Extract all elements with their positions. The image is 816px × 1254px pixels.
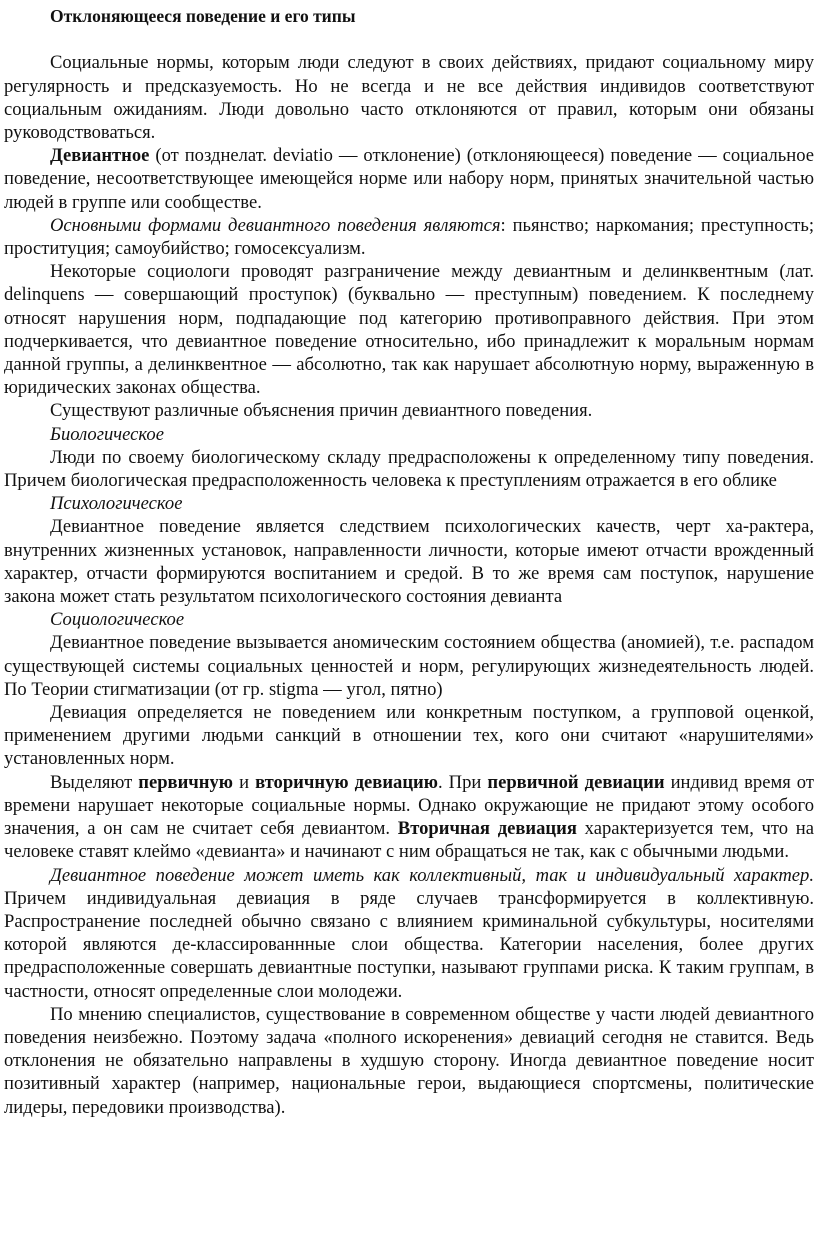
text-run: Психологическое [50, 493, 183, 515]
text-run: Существуют различные объяснения причин девиантного поведения. [50, 400, 593, 422]
paragraph [4, 144, 814, 214]
text-run: Люди по своему биологическому складу предрасположены к определенному типу поведения. Причем биологическая предрасположенность человека к преступлениям отражается в его облике [4, 446, 814, 492]
italic-phrase: Девиантное поведение может иметь как коллективный, так и индивидуальный характер. [50, 864, 814, 886]
text-run: Некоторые социологи проводят разграничение между девиантным и делинквентным (лат. delinquens — совершающий проступок) (буквально — преступным) поведением. К последнему относят нарушения норм, подпадающие под категорию противоправного действия. При этом подчеркивается, что девиантное поведение относительно, ибо принадлежит к моральным нормам данной группы, а делинквентное — абсолютно, так как нарушает абсолютную норму, выраженную в юридических законах общества. [4, 261, 814, 399]
text-run: По мнению специалистов, существование в современном обществе у части людей девиантного поведения неизбежно. Поэтому задача «полного искоренения» девиаций сегодня не ставится. Ведь отклонения не обязательно направлены в худшую сторону. Иногда девиантное поведение носит позитивный характер (например, национальные герои, выдающиеся спортсмены, политические лидеры, передовики производства). [4, 1003, 814, 1118]
paragraph [4, 864, 814, 1003]
paragraph [4, 701, 814, 771]
text-run: Биологическое [50, 423, 164, 445]
bold-term: первичную [138, 771, 234, 793]
bold-term: Вторичная девиация [397, 818, 577, 840]
paragraph [4, 214, 814, 260]
text-run: Девиантное поведение вызывается аномическим состоянием общества (аномией), т.е. распадом существующей системы социальных ценностей и норм, регулирующих жизнедеятельность людей. По Теории стигматизации (от гр. stigma — угол, пятно) [4, 632, 814, 700]
bold-term: первичной девиации [487, 771, 665, 793]
text-run: Девиантное поведение является следствием психологических качеств, черт ха-рактера, внутренних жизненных установок, направленности личности, которые имеют отчасти врожденный характер, отчасти формируются воспитанием и средой. В то же время сам поступок, нарушение закона может стать результатом психологического состояния девианта [4, 516, 814, 608]
section-heading [4, 492, 814, 515]
paragraphs [4, 51, 814, 1118]
paragraph [4, 771, 814, 864]
text-run: . При [437, 771, 488, 793]
paragraph [4, 51, 814, 144]
text-run: Девиация определяется не поведением или конкретным поступком, а групповой оценкой, применением другими людьми санкций в отношении тех, кого они считают «нарушителями» установленных норм. [4, 702, 814, 770]
paragraph [4, 399, 814, 422]
text-run: характеризуется тем, что на человеке ставят клеймо «девианта» и начинают с ним обращаться не так, как с обычными людьми. [4, 818, 815, 863]
text-run: индивид время от времени нарушает некоторые социальные нормы. Однако окружающие не придают этому особого значения, а он сам не считает себя девиантом. [4, 771, 814, 840]
text-run: Социальные нормы, которым люди следуют в своих действиях, придают социальному миру регулярность и предсказуемость. Но не всегда и не все действия индивидов соответствуют социальным ожиданиям. Люди довольно часто отклоняются от правил, которым они обязаны руководствоваться. [4, 52, 814, 143]
paragraph [4, 515, 814, 608]
paragraph [4, 1003, 814, 1119]
paragraph [4, 446, 814, 492]
text-run: Социологическое [50, 609, 185, 631]
paragraph [4, 260, 814, 399]
italic-phrase: Основными формами девиантного поведения являются [50, 214, 501, 236]
bold-term: вторичную девиацию [255, 771, 438, 793]
text-run: : пьянство; наркомания; преступность; проституция; самоубийство; гомосексуализм. [4, 214, 814, 260]
page-title: Отклоняющееся поведение и его типы [50, 6, 356, 26]
text-run: Причем индивидуальная девиация в ряде случаев трансформируется в коллективную. Распространение последней обычно связано с влиянием криминальной субкультуры, носителями которой являются де-классированнные слои общества. Категории населения, более других предрасположенные совершать девиантные поступки, называют группами риска. К таким группам, в частности, относят определенные слои молодежи. [4, 887, 814, 1002]
document-body [4, 5, 814, 1119]
text-run: (от позднелат. deviatio — отклонение) (отклоняющееся) поведение — социальное поведение, несоответствующее имеющейся норме или набору норм, принятых значительной частью людей в группе или сообществе. [4, 145, 814, 213]
section-heading [4, 608, 814, 631]
blank-line [4, 28, 814, 51]
text-run: Выделяют [50, 771, 139, 793]
paragraph [4, 631, 814, 701]
bold-term: Девиантное [50, 145, 150, 167]
section-heading [4, 423, 814, 446]
text-run: и [233, 771, 256, 793]
